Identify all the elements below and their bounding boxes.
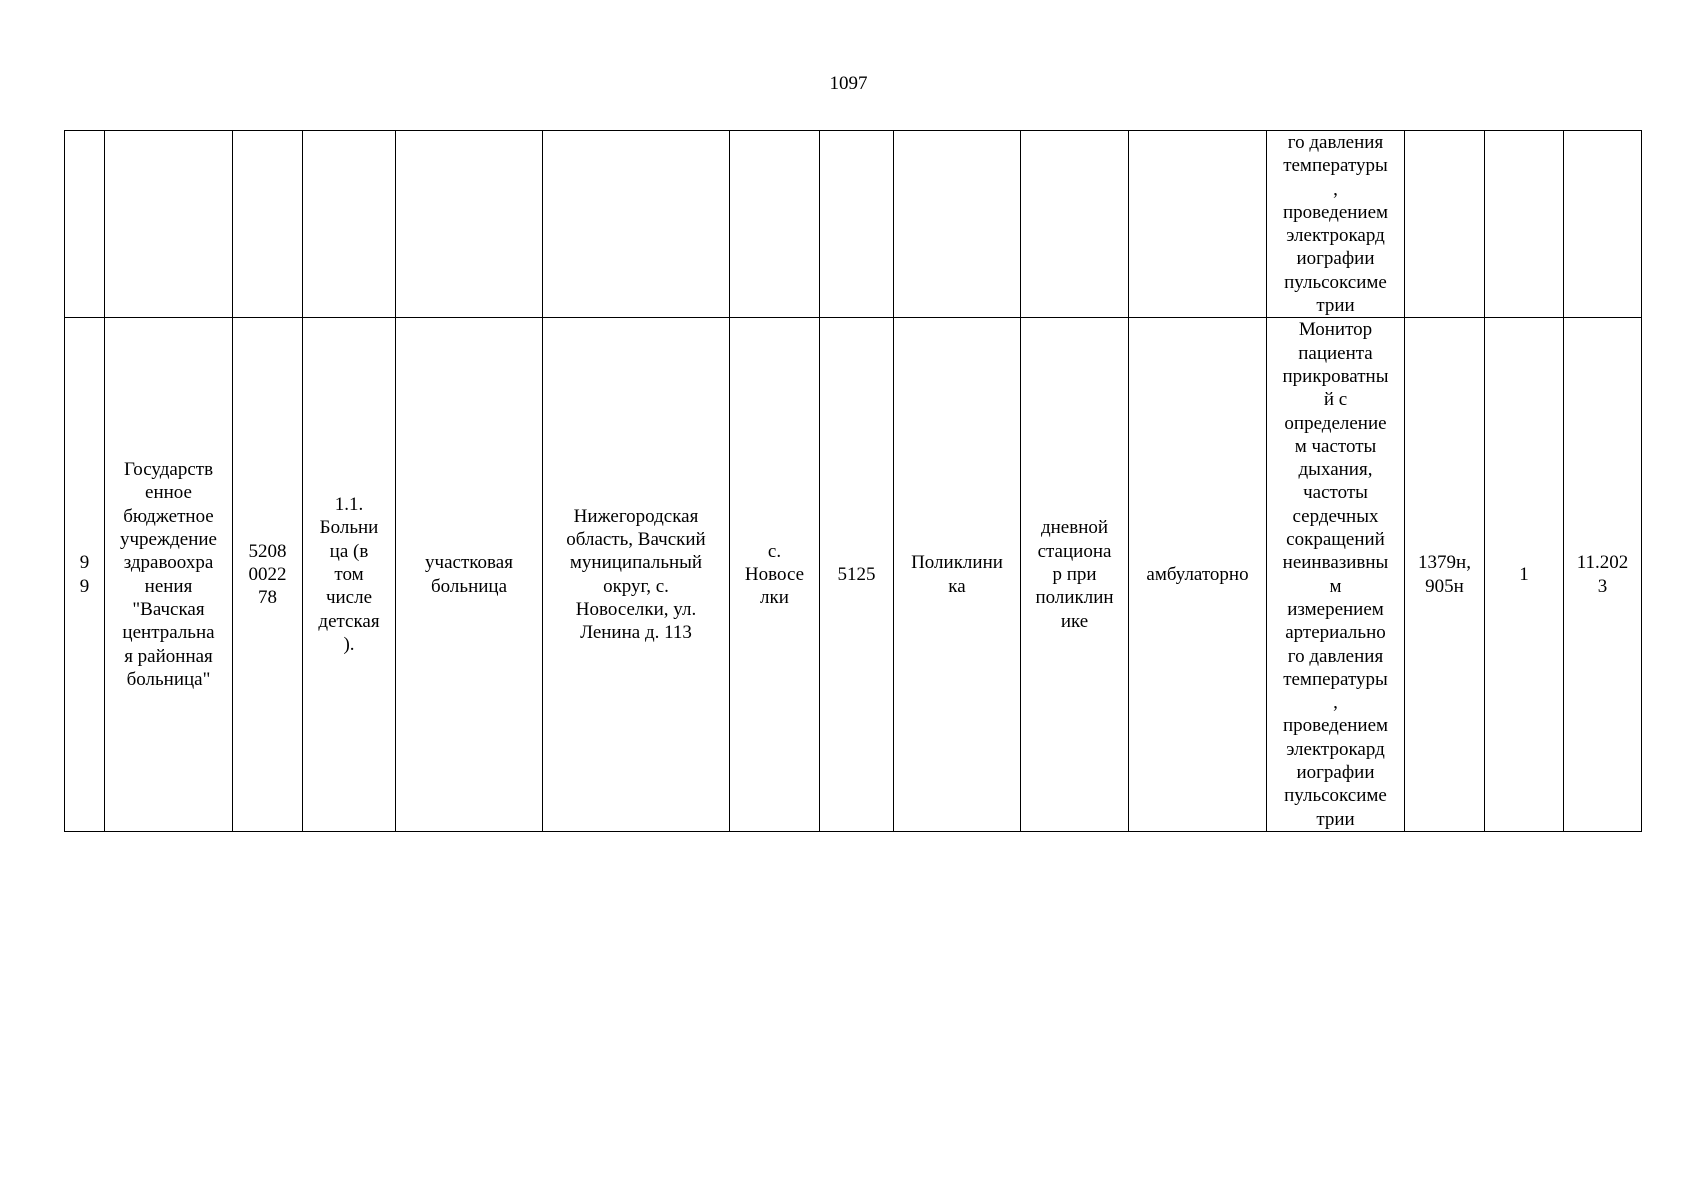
cell-equipment <box>1267 131 1405 318</box>
locality-line: Новосе <box>744 563 805 585</box>
cell-subdivision <box>396 318 543 832</box>
department-line: стациона <box>1037 540 1112 562</box>
equipment-table <box>64 130 1642 832</box>
cell-locality <box>730 131 820 318</box>
date-line: 3 <box>1597 575 1608 597</box>
cell-locality <box>730 318 820 832</box>
number-line: 9 <box>79 575 90 597</box>
equipment-line: артериально <box>1285 622 1386 644</box>
equipment-line: й с <box>1323 389 1348 411</box>
unit-type-line: Поликлини <box>911 552 1003 574</box>
cell-locality-code <box>820 318 894 832</box>
organization-line: здравоохра <box>123 552 214 574</box>
locality-code: 5125 <box>837 563 876 585</box>
category-line: том <box>334 563 364 585</box>
equipment-line: го давления <box>1287 645 1384 667</box>
subdivision-line: больница <box>431 575 507 597</box>
equipment-line: проведением <box>1282 715 1389 737</box>
address-line: Новоселки, ул. <box>575 598 697 620</box>
equipment-line: сердечных <box>1292 505 1379 527</box>
cell-date <box>1564 131 1642 318</box>
equipment-line: пульсоксиме <box>1284 271 1387 293</box>
equipment-line: электрокард <box>1286 738 1385 760</box>
organization-line: центральна <box>122 622 215 644</box>
cell-category <box>303 131 396 318</box>
cell-unit-type <box>894 318 1021 832</box>
cell-quantity <box>1485 318 1564 832</box>
cell-quantity <box>1485 131 1564 318</box>
table-row <box>65 318 1642 832</box>
equipment-line: проведением <box>1282 201 1389 223</box>
equipment-line: м <box>1329 575 1342 597</box>
organization-line: "Вачская <box>132 598 205 620</box>
table-row <box>65 131 1642 318</box>
equipment-line: м частоты <box>1294 435 1377 457</box>
equipment-line: трии <box>1316 295 1355 317</box>
locality-line: с. <box>767 540 782 562</box>
cell-care-form <box>1129 318 1267 832</box>
organization-line: Государств <box>123 459 214 481</box>
cell-date <box>1564 318 1642 832</box>
equipment-line: го давления <box>1287 132 1384 153</box>
locality-line: лки <box>760 587 789 609</box>
department-line: дневной <box>1040 517 1109 539</box>
organization-line: я районная <box>124 645 213 667</box>
address-line: муниципальный <box>569 552 703 574</box>
equipment-line: Монитор <box>1298 319 1373 341</box>
organization-line: учреждение <box>120 529 217 551</box>
subdivision-line: участковая <box>425 552 513 574</box>
code-line: 0022 <box>248 563 287 585</box>
organization-line: бюджетное <box>123 505 214 527</box>
cell-code <box>233 318 303 832</box>
code-line: 78 <box>258 587 277 609</box>
organization-line: больница" <box>126 668 211 690</box>
category-line: детская <box>318 610 380 632</box>
cell-number <box>65 318 105 832</box>
equipment-line: частоты <box>1303 482 1368 504</box>
equipment-line: иографии <box>1296 248 1375 270</box>
equipment-line: , <box>1333 692 1338 714</box>
category-line: числе <box>325 587 373 609</box>
order-line: 1379н, <box>1418 552 1471 574</box>
cell-organization <box>105 318 233 832</box>
category-line: Больни <box>319 517 379 539</box>
organization-line: нения <box>144 575 193 597</box>
address-line: область, Вачский <box>566 529 706 551</box>
code-line: 5208 <box>248 540 287 562</box>
equipment-line: сокращений <box>1286 529 1385 551</box>
cell-address <box>543 318 730 832</box>
equipment-line: пациента <box>1298 342 1373 364</box>
number-line: 9 <box>79 552 90 574</box>
cell-locality-code <box>820 131 894 318</box>
department-line: ике <box>1060 610 1089 632</box>
cell-subdivision <box>396 131 543 318</box>
department-line: поликлин <box>1035 587 1114 609</box>
page-number: 1097 <box>829 73 868 94</box>
cell-order <box>1405 131 1485 318</box>
date-line: 11.202 <box>1576 552 1629 574</box>
equipment-line: электрокард <box>1286 225 1385 247</box>
equipment-line: дыхания, <box>1298 459 1373 481</box>
cell-number <box>65 131 105 318</box>
equipment-line: неинвазивны <box>1282 552 1389 574</box>
equipment-line: трии <box>1316 808 1355 830</box>
cell-organization <box>105 131 233 318</box>
cell-department <box>1021 131 1129 318</box>
equipment-line: иографии <box>1296 762 1375 784</box>
department-line: р при <box>1052 563 1097 585</box>
cell-address <box>543 131 730 318</box>
address-line: округ, с. <box>603 575 669 597</box>
equipment-line: пульсоксиме <box>1284 785 1387 807</box>
category-line: ца (в <box>329 540 369 562</box>
category-line: 1.1. <box>334 494 364 516</box>
equipment-line: прикроватны <box>1282 365 1389 387</box>
organization-line: енное <box>145 482 192 504</box>
equipment-line: , <box>1333 178 1338 200</box>
equipment-line: определение <box>1284 412 1387 434</box>
care-form: амбулаторно <box>1146 563 1249 585</box>
cell-equipment <box>1267 318 1405 832</box>
cell-unit-type <box>894 131 1021 318</box>
address-line: Нижегородская <box>573 505 699 527</box>
cell-order <box>1405 318 1485 832</box>
address-line: Ленина д. 113 <box>580 622 692 644</box>
cell-code <box>233 131 303 318</box>
unit-type-line: ка <box>948 575 966 597</box>
order-line: 905н <box>1425 575 1464 597</box>
cell-care-form <box>1129 131 1267 318</box>
cell-department <box>1021 318 1129 832</box>
equipment-line: температуры <box>1283 155 1388 177</box>
cell-category <box>303 318 396 832</box>
quantity: 1 <box>1519 563 1529 585</box>
category-line: ). <box>343 633 355 655</box>
equipment-line: температуры <box>1283 668 1388 690</box>
equipment-line: измерением <box>1287 598 1384 620</box>
